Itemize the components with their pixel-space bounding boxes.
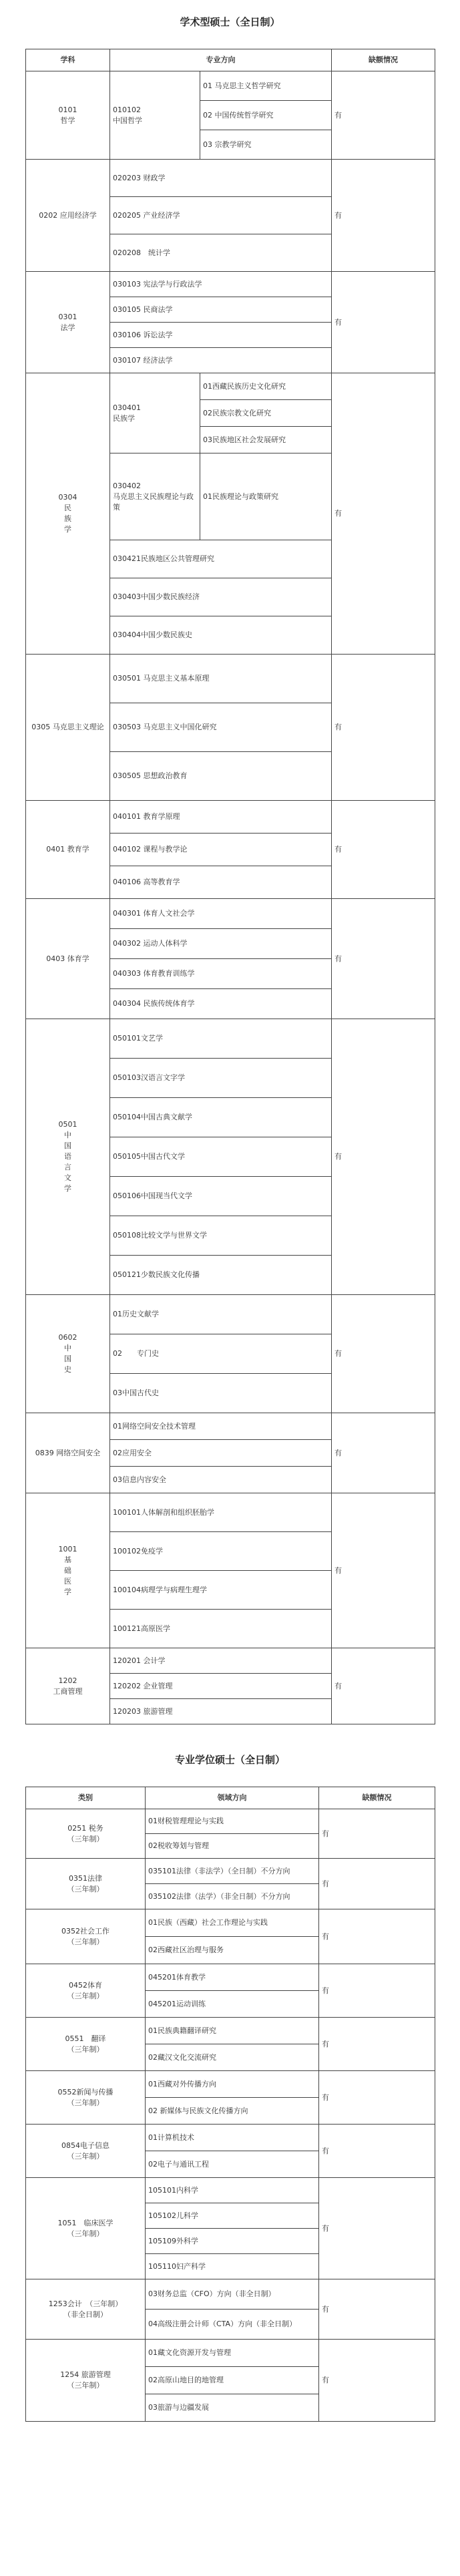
direction-cell: 040304 民族传统体育学 — [110, 989, 332, 1019]
direction-cell: 01民族理论与政策研究 — [200, 453, 332, 540]
discipline-cell: 0305 马克思主义理论 — [26, 655, 110, 801]
direction-cell: 030404中国少数民族史 — [110, 616, 332, 655]
direction-cell: 050105中国古代文学 — [110, 1137, 332, 1177]
direction-cell: 020203 财政学 — [110, 160, 332, 197]
discipline-cell: 0602 中 国 史 — [26, 1295, 110, 1413]
subdiscipline-cell: 010102 中国哲学 — [110, 71, 200, 160]
category-cell: 0552新闻与传播 （三年制） — [26, 2071, 146, 2125]
direction-cell: 02税收筹划与管理 — [146, 1834, 319, 1859]
discipline-cell: 0403 体育学 — [26, 899, 110, 1019]
category-cell: 1254 旅游管理 （三年制） — [26, 2340, 146, 2422]
direction-cell: 035102法律（法学）（非全日制）不分方向 — [146, 1884, 319, 1909]
direction-cell: 03 宗教学研究 — [200, 130, 332, 160]
direction-cell: 01历史文献学 — [110, 1295, 332, 1334]
status-cell: 有 — [332, 1648, 435, 1724]
direction-cell: 01藏文化资源开发与管理 — [146, 2340, 319, 2367]
status-cell: 有 — [319, 2125, 435, 2178]
direction-cell: 030501 马克思主义基本原理 — [110, 655, 332, 703]
direction-cell: 100101人体解剖和组织胚胎学 — [110, 1493, 332, 1532]
status-cell: 有 — [319, 2279, 435, 2340]
direction-cell: 01财税管理理论与实践 — [146, 1809, 319, 1834]
direction-cell: 030105 民商法学 — [110, 297, 332, 323]
direction-cell: 040302 运动人体科学 — [110, 929, 332, 959]
category-cell: 1253会计 （三年制） （非全日制） — [26, 2279, 146, 2340]
direction-cell: 050106中国现当代文学 — [110, 1177, 332, 1216]
academic-table — [25, 49, 435, 1724]
direction-cell: 100104病理学与病理生理学 — [110, 1571, 332, 1610]
direction-cell: 030421民族地区公共管理研究 — [110, 540, 332, 578]
discipline-cell: 0202 应用经济学 — [26, 160, 110, 272]
direction-cell: 030103 宪法学与行政法学 — [110, 272, 332, 297]
direction-cell: 02民族宗教文化研究 — [200, 400, 332, 427]
subdiscipline-cell: 030401 民族学 — [110, 373, 200, 453]
direction-cell: 040303 体育教育训练学 — [110, 959, 332, 989]
direction-cell: 03信息内容安全 — [110, 1467, 332, 1493]
status-cell: 有 — [332, 899, 435, 1019]
status-cell: 有 — [319, 1859, 435, 1909]
direction-cell: 105102儿科学 — [146, 2203, 319, 2229]
discipline-cell: 1001 基 础 医 学 — [26, 1493, 110, 1648]
header-discipline: 学科 — [26, 49, 110, 71]
direction-cell: 050101文艺学 — [110, 1019, 332, 1059]
direction-cell: 01网络空间安全技术管理 — [110, 1413, 332, 1440]
status-cell: 有 — [332, 272, 435, 373]
status-cell: 有 — [332, 1295, 435, 1413]
direction-cell: 120203 旅游管理 — [110, 1699, 332, 1724]
direction-cell: 105101内科学 — [146, 2178, 319, 2203]
category-cell: 0351法律 （三年制） — [26, 1859, 146, 1909]
header-status: 缺额情况 — [332, 49, 435, 71]
status-cell: 有 — [319, 2340, 435, 2422]
direction-cell: 045201运动训练 — [146, 1991, 319, 2018]
direction-cell: 03财务总监（CFO）方向（非全日制） — [146, 2279, 319, 2310]
discipline-cell: 0301 法学 — [26, 272, 110, 373]
direction-cell: 02 专门史 — [110, 1334, 332, 1374]
category-cell: 1051 临床医学 （三年制） — [26, 2178, 146, 2279]
header-category: 类别 — [26, 1787, 146, 1809]
direction-cell: 035101法律（非法学）（全日制）不分方向 — [146, 1859, 319, 1884]
direction-cell: 01西藏对外传播方向 — [146, 2071, 319, 2098]
status-cell: 有 — [319, 2071, 435, 2125]
direction-cell: 02应用安全 — [110, 1440, 332, 1467]
discipline-cell: 0501 中 国 语 言 文 学 — [26, 1019, 110, 1295]
direction-cell: 040301 体育人文社会学 — [110, 899, 332, 929]
status-cell: 有 — [332, 71, 435, 160]
direction-cell: 040101 教育学原理 — [110, 801, 332, 834]
category-cell: 0452体育 （三年制） — [26, 1964, 146, 2018]
direction-cell: 01计算机技术 — [146, 2125, 319, 2151]
status-cell: 有 — [332, 1413, 435, 1493]
direction-cell: 01西藏民族历史文化研究 — [200, 373, 332, 400]
status-cell: 有 — [319, 1909, 435, 1964]
status-cell: 有 — [332, 1493, 435, 1648]
direction-cell: 050104中国古典文献学 — [110, 1098, 332, 1137]
status-cell: 有 — [319, 1809, 435, 1859]
direction-cell: 050103汉语言文字学 — [110, 1059, 332, 1098]
direction-cell: 050121少数民族文化传播 — [110, 1256, 332, 1295]
professional-table — [25, 1787, 435, 2422]
direction-cell: 02西藏社区治理与服务 — [146, 1937, 319, 1964]
direction-cell: 02藏汉文化交流研究 — [146, 2044, 319, 2071]
discipline-cell: 1202 工商管理 — [26, 1648, 110, 1724]
discipline-cell: 0401 教育学 — [26, 801, 110, 899]
direction-cell: 03旅游与边疆发展 — [146, 2394, 319, 2422]
header-direction: 专业方向 — [110, 49, 332, 71]
discipline-cell: 0839 网络空间安全 — [26, 1413, 110, 1493]
direction-cell: 01民族（西藏）社会工作理论与实践 — [146, 1909, 319, 1937]
professional-title: 专业学位硕士（全日制） — [174, 1754, 285, 1766]
direction-cell: 01 马克思主义哲学研究 — [200, 71, 332, 101]
discipline-cell: 0101 哲学 — [26, 71, 110, 160]
status-cell: 有 — [332, 655, 435, 801]
direction-cell: 02 新媒体与民族文化传播方向 — [146, 2098, 319, 2125]
header-status: 缺额情况 — [319, 1787, 435, 1809]
status-cell: 有 — [332, 801, 435, 899]
status-cell: 有 — [319, 2018, 435, 2071]
status-cell: 有 — [332, 1019, 435, 1295]
direction-cell: 030505 思想政治教育 — [110, 752, 332, 801]
direction-cell: 120201 会计学 — [110, 1648, 332, 1674]
status-cell: 有 — [332, 160, 435, 272]
direction-cell: 040106 高等教育学 — [110, 866, 332, 899]
direction-cell: 01民族典籍翻译研究 — [146, 2018, 319, 2044]
direction-cell: 030107 经济法学 — [110, 348, 332, 373]
direction-cell: 020208 统计学 — [110, 234, 332, 272]
direction-cell: 030106 诉讼法学 — [110, 323, 332, 348]
direction-cell: 030403中国少数民族经济 — [110, 578, 332, 616]
direction-cell: 04高级注册会计师（CTA）方向（非全日制） — [146, 2310, 319, 2340]
direction-cell: 100121高原医学 — [110, 1610, 332, 1648]
category-cell: 0352社会工作 （三年制） — [26, 1909, 146, 1964]
category-cell: 0551 翻译 （三年制） — [26, 2018, 146, 2071]
status-cell: 有 — [319, 2178, 435, 2279]
academic-title: 学术型硕士（全日制） — [180, 16, 280, 28]
direction-cell: 020205 产业经济学 — [110, 197, 332, 234]
direction-cell: 105109外科学 — [146, 2229, 319, 2254]
direction-cell: 03中国古代史 — [110, 1374, 332, 1413]
category-cell: 0854电子信息 （三年制） — [26, 2125, 146, 2178]
direction-cell: 040102 课程与教学论 — [110, 834, 332, 866]
header-direction: 领域方向 — [146, 1787, 319, 1809]
direction-cell: 03民族地区社会发展研究 — [200, 427, 332, 453]
status-cell: 有 — [319, 1964, 435, 2018]
direction-cell: 105110妇产科学 — [146, 2254, 319, 2279]
subdiscipline-cell: 030402 马克思主义民族理论与政策 — [110, 453, 200, 540]
status-cell: 有 — [332, 373, 435, 655]
direction-cell: 030503 马克思主义中国化研究 — [110, 703, 332, 752]
direction-cell: 045201体育教学 — [146, 1964, 319, 1991]
category-cell: 0251 税务 （三年制） — [26, 1809, 146, 1859]
discipline-cell: 0304 民 族 学 — [26, 373, 110, 655]
direction-cell: 02电子与通讯工程 — [146, 2151, 319, 2178]
direction-cell: 050108比较文学与世界文学 — [110, 1216, 332, 1256]
direction-cell: 120202 企业管理 — [110, 1674, 332, 1699]
direction-cell: 02 中国传统哲学研究 — [200, 101, 332, 130]
direction-cell: 02高原山地目的地管理 — [146, 2367, 319, 2394]
direction-cell: 100102免疫学 — [110, 1532, 332, 1571]
